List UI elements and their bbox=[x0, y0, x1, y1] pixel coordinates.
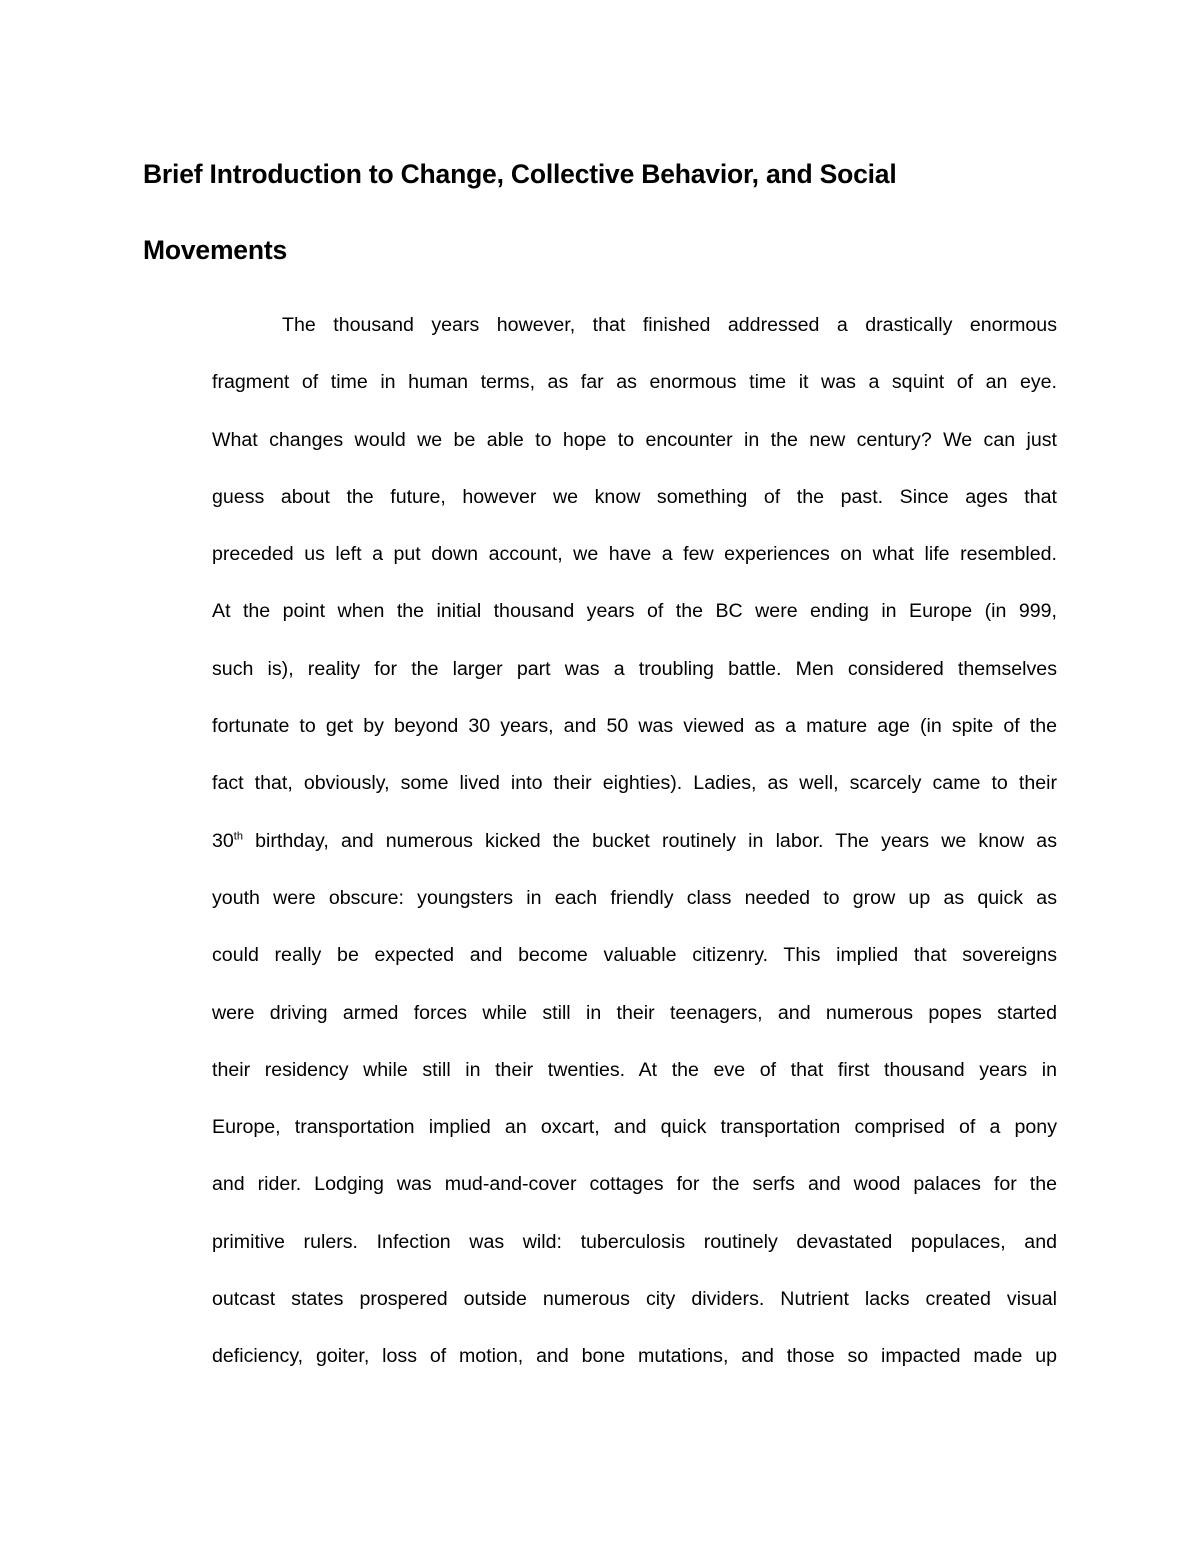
paragraph-line: The thousand years however, that finished addressed a drastically enormous bbox=[282, 314, 1057, 336]
paragraph-line: deficiency, goiter, loss of motion, and bone mutations, and those so impacted made up bbox=[212, 1345, 1057, 1368]
line-remainder: birthday, and numerous kicked the bucket routinely in labor. The years we know as bbox=[242, 829, 1057, 852]
title-line-1: Brief Introduction to Change, Collective Behavior, and Social bbox=[143, 159, 897, 189]
paragraph-line: preceded us left a put down account, we have a few experiences on what life resembled. bbox=[212, 543, 1057, 566]
paragraph-line: Europe, transportation implied an oxcart, and quick transportation comprised of a pony bbox=[212, 1116, 1057, 1139]
paragraph-line: fortunate to get by beyond 30 years, and 50 was viewed as a mature age (in spite of the bbox=[212, 715, 1057, 738]
paragraph-line: were driving armed forces while still in their teenagers, and numerous popes started bbox=[212, 1001, 1057, 1024]
paragraph-line: At the point when the initial thousand years of the BC were ending in Europe (in 999, bbox=[212, 600, 1057, 623]
ordinal-number: 30 bbox=[212, 829, 234, 852]
paragraph-line-with-superscript bbox=[212, 813, 1057, 870]
paragraph-line: could really be expected and become valuable citizenry. This implied that sovereigns bbox=[212, 944, 1057, 967]
paragraph-line: fragment of time in human terms, as far as enormous time it was a squint of an eye. bbox=[212, 371, 1057, 394]
paragraph-line: guess about the future, however we know something of the past. Since ages that bbox=[212, 485, 1057, 508]
paragraph-line: youth were obscure: youngsters in each friendly class needed to grow up as quick as bbox=[212, 886, 1057, 909]
paragraph-line: outcast states prospered outside numerous city dividers. Nutrient lacks created visual bbox=[212, 1288, 1057, 1311]
paragraph-line: and rider. Lodging was mud-and-cover cottages for the serfs and wood palaces for the bbox=[212, 1173, 1057, 1196]
paragraph-line: What changes would we be able to hope to encounter in the new century? We can just bbox=[212, 428, 1057, 451]
body-paragraph bbox=[212, 297, 1057, 1386]
paragraph-line: fact that, obviously, some lived into their eighties). Ladies, as well, scarcely came to their bbox=[212, 772, 1057, 795]
paragraph-line: their residency while still in their twenties. At the eve of that first thousand years in bbox=[212, 1058, 1057, 1081]
document-title bbox=[143, 136, 1057, 288]
title-line-2: Movements bbox=[143, 235, 287, 265]
paragraph-line: primitive rulers. Infection was wild: tuberculosis routinely devastated populaces, and bbox=[212, 1230, 1057, 1253]
ordinal-suffix: th bbox=[233, 830, 243, 843]
paragraph-line: such is), reality for the larger part was a troubling battle. Men considered themselves bbox=[212, 657, 1057, 680]
